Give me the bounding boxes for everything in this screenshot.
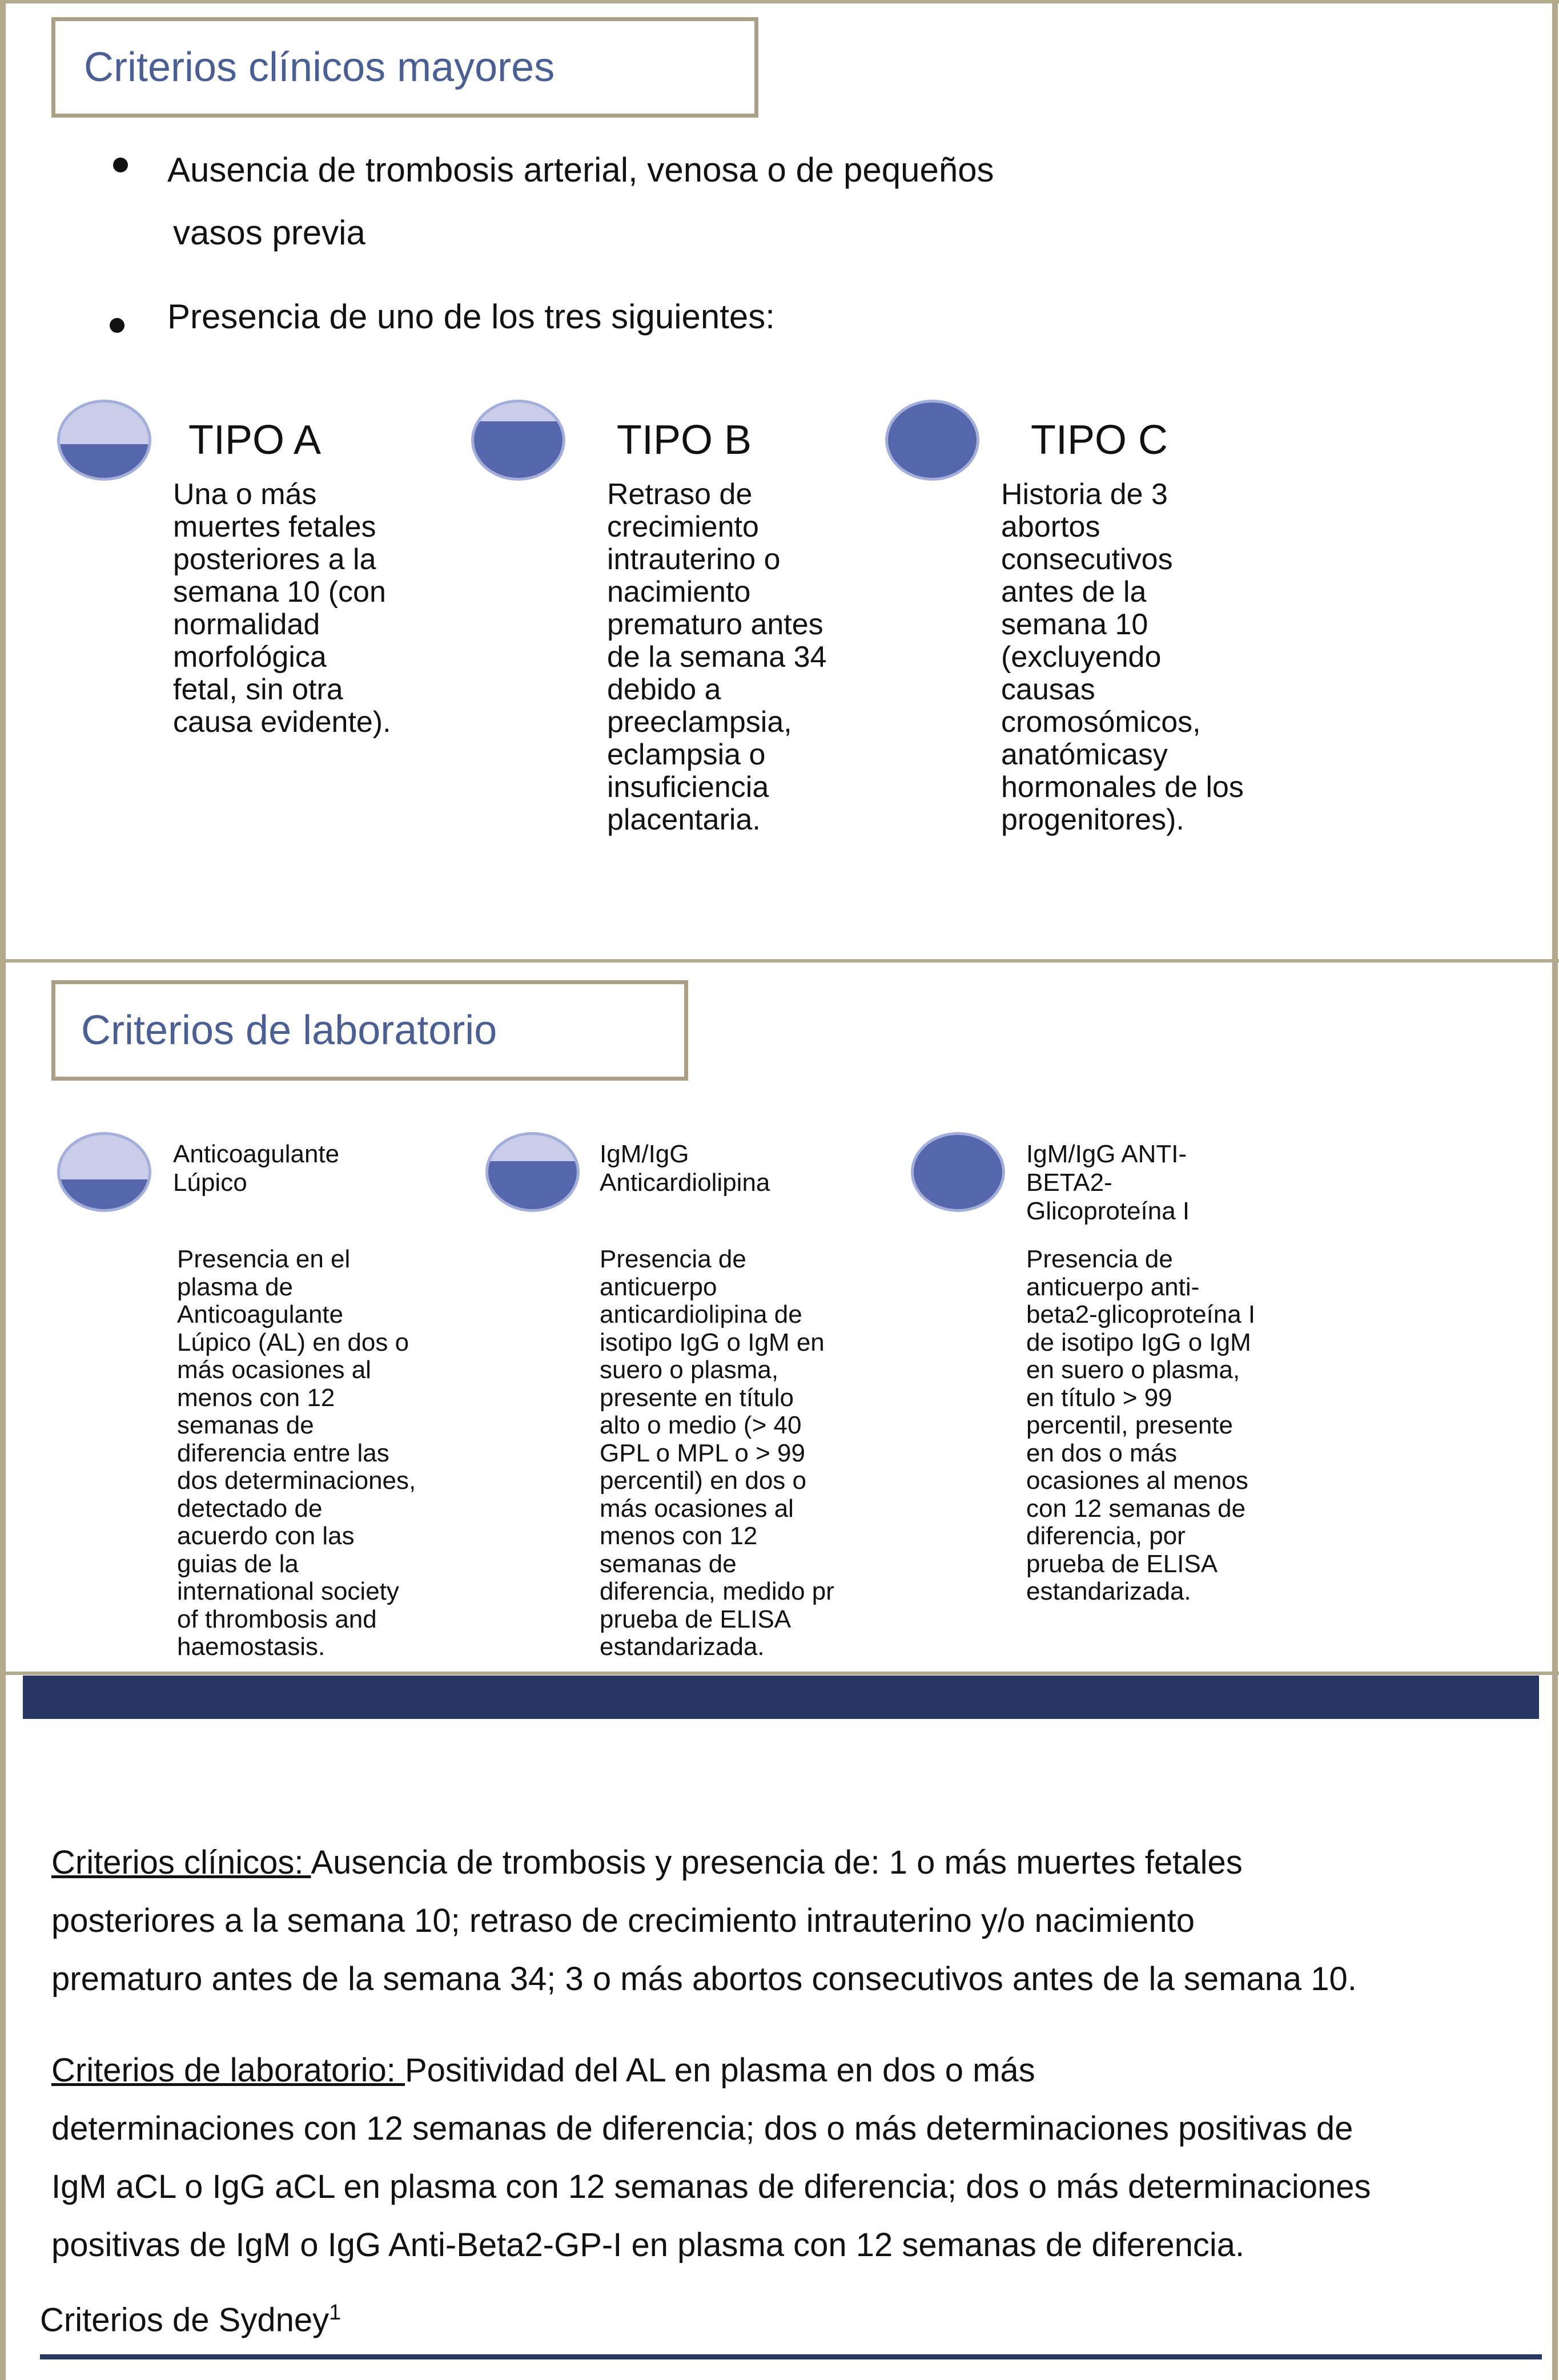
bullet-icon: [110, 318, 124, 333]
lab-criteria-heading-box: [51, 980, 688, 1081]
lab-criteria-heading: Criterios de laboratorio: [81, 1008, 497, 1053]
lab-3-line: estandarizada.: [1026, 1577, 1191, 1605]
summary-lab-line: determinaciones con 12 semanas de diferencia; dos o más determinaciones positivas de: [51, 2110, 1353, 2147]
lab-2-line: GPL o MPL o > 99: [600, 1439, 805, 1467]
lab-1-line: menos con 12: [177, 1383, 335, 1412]
lab-3-line: diferencia, por: [1026, 1522, 1186, 1550]
lab-2-line: isotipo IgG o IgM en: [600, 1328, 825, 1356]
lab-2-line: percentil) en dos o: [600, 1467, 806, 1495]
lab-2-line: más ocasiones al: [600, 1494, 794, 1523]
summary-clinical: [51, 1834, 1548, 2008]
lab-1-line: semanas de: [177, 1411, 314, 1439]
type-b-line: placentaria.: [607, 803, 761, 836]
half-fill-circle-icon: [57, 400, 151, 481]
bullet-2: Presencia de uno de los tres siguientes:: [167, 297, 775, 336]
lab-3-line: beta2-glicoproteína I: [1026, 1300, 1256, 1328]
lab-3-line: en título > 99: [1026, 1383, 1172, 1412]
lab-2-line: prueba de ELISA: [600, 1605, 791, 1633]
type-b-line: debido a: [607, 673, 721, 706]
type-a-title: TIPO A: [188, 417, 322, 463]
type-b-line: prematuro antes: [607, 608, 823, 641]
filled-circle-icon: [885, 400, 979, 481]
lab-3-line: percentil, presente: [1026, 1411, 1233, 1439]
type-b-line: Retraso de: [607, 478, 753, 511]
type-b-line: intrauterino o: [607, 543, 781, 576]
lab-2-title-line: IgM/IgG: [600, 1140, 689, 1168]
lab-1-line: diferencia entre las: [177, 1439, 389, 1467]
lab-1-line: más ocasiones al: [177, 1356, 371, 1384]
footer-caption: [40, 2301, 341, 2339]
lab-1-line: of thrombosis and: [177, 1605, 377, 1633]
lab-3-line: Presencia de: [1026, 1245, 1173, 1273]
half-fill-circle-icon: [57, 1132, 151, 1212]
lab-3-line: en suero o plasma,: [1026, 1356, 1240, 1384]
bullet-icon: [113, 158, 128, 172]
lab-1-title-line: Lúpico: [173, 1169, 247, 1197]
summary-clinical-line: posteriores a la semana 10; retraso de crecimiento intrauterino y/o nacimiento: [51, 1902, 1195, 1939]
lab-1-line: Lúpico (AL) en dos o: [177, 1328, 409, 1356]
type-c-line: consecutivos: [1001, 543, 1173, 576]
type-c-line: antes de la: [1001, 575, 1147, 609]
frame-top-border: [0, 0, 1559, 3]
type-a-line: muertes fetales: [173, 510, 376, 543]
footer-rule: [40, 2354, 1542, 2359]
lab-3-line: ocasiones al menos: [1026, 1467, 1248, 1495]
lab-3-line: en dos o más: [1026, 1439, 1178, 1467]
type-b-description: [607, 478, 827, 836]
lab-1-line: international society: [177, 1577, 399, 1605]
type-a-line: Una o más: [173, 478, 317, 511]
type-c-line: progenitores).: [1001, 803, 1184, 836]
type-b-line: insuficiencia: [607, 771, 769, 804]
lab-3-line: de isotipo IgG o IgM: [1026, 1328, 1251, 1356]
type-a-line: posteriores a la: [173, 543, 376, 576]
lab-1-line: acuerdo con las: [177, 1522, 355, 1550]
lab-2-line: menos con 12: [600, 1522, 758, 1550]
type-b-line: de la semana 34: [607, 641, 827, 674]
type-a-description: [173, 478, 391, 739]
lab-3-line: prueba de ELISA: [1026, 1549, 1218, 1578]
lab-3-title-line: IgM/IgG ANTI-: [1026, 1140, 1187, 1168]
summary-clinical-label: Criterios clínicos:: [51, 1844, 311, 1881]
filled-circle-icon: [911, 1132, 1005, 1212]
lab-2-description: [600, 1246, 834, 1661]
type-a-line: causa evidente).: [173, 706, 391, 739]
lab-1-line: dos determinaciones,: [177, 1467, 416, 1495]
type-b-line: eclampsia o: [607, 738, 766, 771]
type-c-line: anatómicasy: [1001, 738, 1168, 771]
type-c-line: Historia de 3: [1001, 478, 1168, 511]
lab-2-line: estandarizada.: [600, 1633, 765, 1661]
footer-text: Criterios de Sydney: [40, 2301, 330, 2339]
type-a-line: semana 10 (con: [173, 575, 386, 609]
lab-2-line: anticuerpo: [600, 1272, 717, 1301]
lab-3-line: anticuerpo anti-: [1026, 1272, 1200, 1301]
mostly-filled-circle-icon: [471, 400, 565, 481]
lab-2-line: presente en título: [600, 1383, 794, 1412]
frame-right-border: [1552, 0, 1558, 2380]
section-divider-1: [0, 959, 1559, 963]
type-c-title: TIPO C: [1031, 417, 1168, 463]
lab-2-line: anticardiolipina de: [600, 1300, 802, 1328]
lab-3-title-line: BETA2-: [1026, 1169, 1112, 1197]
summary-lab-label: Criterios de laboratorio:: [51, 2052, 405, 2089]
type-c-description: [1001, 478, 1244, 836]
lab-3-description: [1026, 1246, 1255, 1606]
type-c-line: (excluyendo: [1001, 641, 1162, 674]
footer-superscript: 1: [329, 2301, 341, 2325]
bullet-1-line-2: vasos previa: [173, 214, 365, 252]
lab-2-title-line: Anticardiolipina: [600, 1169, 770, 1197]
lab-3-title: [1026, 1140, 1190, 1226]
lab-1-line: detectado de: [177, 1494, 323, 1523]
lab-1-title-line: Anticoagulante: [173, 1140, 340, 1168]
frame-left-border: [0, 0, 6, 2380]
type-b-title: TIPO B: [617, 417, 752, 463]
type-b-line: nacimiento: [607, 575, 751, 609]
bullet-1-line-1: Ausencia de trombosis arterial, venosa o de pequeños: [167, 151, 994, 189]
type-c-line: cromosómicos,: [1001, 706, 1201, 739]
lab-2-line: suero o plasma,: [600, 1356, 779, 1384]
major-criteria-heading-box: [51, 17, 758, 118]
summary-lab-text: Positividad del AL en plasma en dos o más: [404, 2052, 1035, 2089]
type-a-line: normalidad: [173, 608, 320, 641]
type-c-line: causas: [1001, 673, 1095, 706]
type-b-line: preeclampsia,: [607, 706, 792, 739]
lab-1-title: [173, 1140, 339, 1197]
lab-1-line: guias de la: [177, 1549, 299, 1578]
summary-lab: [51, 2041, 1548, 2274]
summary-lab-line: [51, 2041, 1548, 2100]
type-c-line: hormonales de los: [1001, 771, 1244, 804]
type-c-line: abortos: [1001, 510, 1100, 543]
summary-clinical-line: [51, 1834, 1548, 1892]
summary-lab-line: positivas de IgM o IgG Anti-Beta2-GP-I en plasma con 12 semanas de diferencia.: [51, 2226, 1245, 2264]
type-b-line: crecimiento: [607, 510, 759, 543]
summary-clinical-line: prematuro antes de la semana 34; 3 o más abortos consecutivos antes de la semana 10.: [51, 1960, 1357, 1998]
summary-clinical-text: Ausencia de trombosis y presencia de: 1 o más muertes fetales: [311, 1844, 1243, 1881]
lab-2-line: semanas de: [600, 1549, 737, 1578]
lab-3-title-line: Glicoproteína I: [1026, 1197, 1190, 1225]
lab-2-line: diferencia, medido pr: [600, 1577, 834, 1605]
type-a-line: fetal, sin otra: [173, 673, 343, 706]
lab-2-line: alto o medio (> 40: [600, 1411, 802, 1439]
lab-2-line: Presencia de: [600, 1245, 746, 1273]
divider-bar: [23, 1676, 1539, 1719]
mostly-filled-circle-icon: [485, 1132, 580, 1212]
type-c-line: semana 10: [1001, 608, 1148, 641]
lab-1-line: haemostasis.: [177, 1633, 326, 1661]
lab-1-description: [177, 1246, 416, 1661]
lab-1-line: plasma de: [177, 1272, 294, 1301]
summary-lab-line: IgM aCL o IgG aCL en plasma con 12 semanas de diferencia; dos o más determinaciones: [51, 2168, 1371, 2205]
lab-1-line: Presencia en el: [177, 1245, 351, 1273]
type-a-line: morfológica: [173, 641, 327, 674]
lab-3-line: con 12 semanas de: [1026, 1494, 1246, 1523]
lab-1-line: Anticoagulante: [177, 1300, 344, 1328]
lab-2-title: [600, 1140, 770, 1197]
major-criteria-heading: Criterios clínicos mayores: [84, 45, 555, 90]
section-divider-2: [0, 1672, 1559, 1675]
